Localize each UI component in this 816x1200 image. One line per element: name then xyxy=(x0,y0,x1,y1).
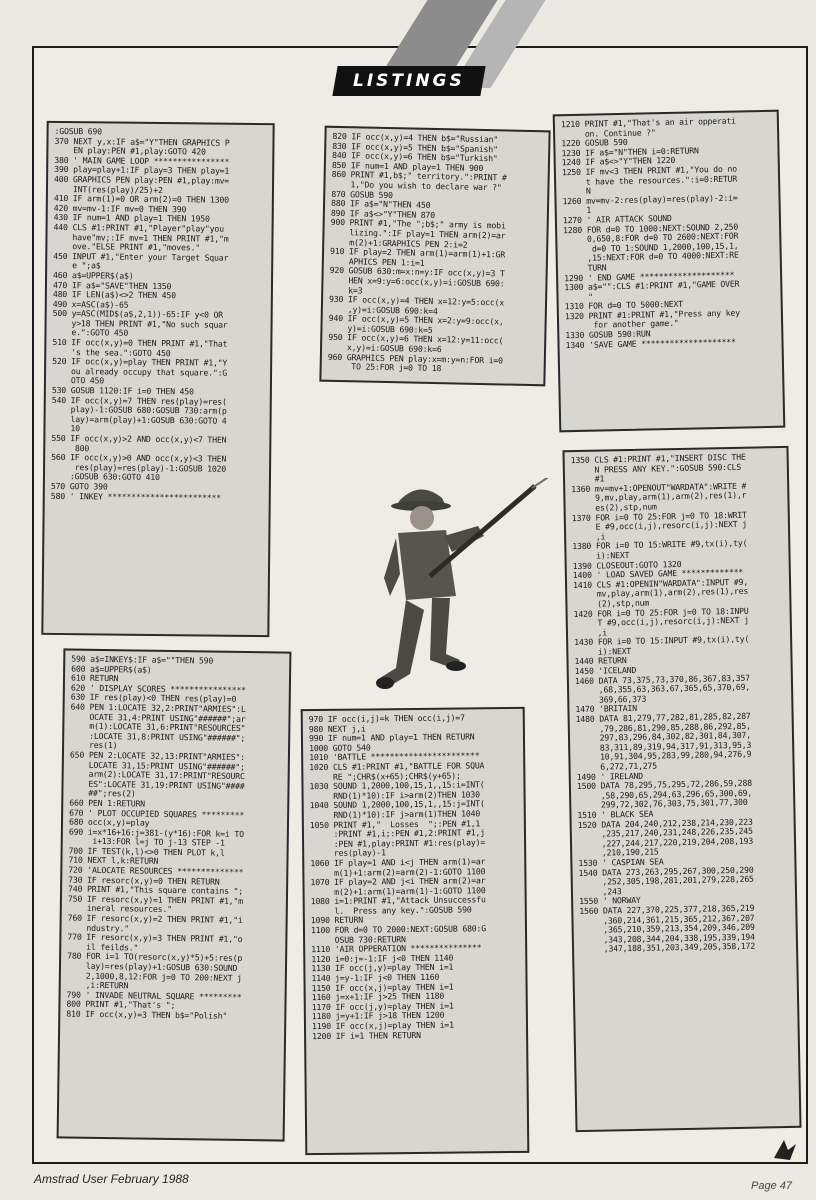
listing-text: 820 IF occ(x,y)=4 THEN b$="Russian" 830 IF occ(x,y)=5 THEN b$="Spanish" 840 IF occ(x,y)=6 THEN b$="Turkish" 850 IF num=1 AND play=1 THEN 900 860 PRINT #1,b$;" territory.":PRINT # 1,"Do you wish to declare war ?" 870 GOSUB 590 880 IF a$="N"THEN 450 890 IF a$<>"Y"THEN 870 900 PRINT #1,"The ";b$;" army is mobi lizing.":IF play=1 THEN arm(2)=ar m(2)+1:GRAPHICS PEN 2:i=2 910 IF play=2 THEN arm(1)=arm(1)+1:GR APHICS PEN 1:i=1 920 GOSUB 630:m=x:n=y:IF occ(x,y)=3 T HEN x=9:y=6:occ(x,y)=i:GOSUB 690: k=3 930 IF occ(x,y)=4 THEN x=12:y=5:occ(x ,y)=i:GOSUB 690:k=4 940 IF occ(x,y)=5 THEN x=2:y=9:occ(x, y)=i:GOSUB 690:k=5 950 IF occ(x,y)=6 THEN x=12:y=11:occ( x,y)=i:GOSUB 690:k=6 960 GRAPHICS PEN play:x=m:y=n:FOR i=0 TO 25:FOR j=0 TO 18 xyxy=(327,130,507,374)
listings-title: LISTINGS xyxy=(353,71,465,91)
listing-text: :GOSUB 690 370 NEXT y,x:IF a$="Y"THEN GRAPHICS P EN play:PEN #1,play:GOTO 420 380 ' MAIN GAME LOOP **************** 390 play=play+1:IF play=3 THEN play=1 400 GRAPHICS PEN play:PEN #1,play:mv= INT(res(play)/25)+2 410 IF arm(1)=0 OR arm(2)=0 THEN 1300 420 mv=mv-1:IF mv=0 THEN 390 430 IF num=1 AND play=1 THEN 1950 440 CLS #1:PRINT #1,"Player"play"you have"mv;:IF mv=1 THEN PRINT #1,"m ove."ELSE PRINT #1,"moves." 450 INPUT #1,"Enter your Target Squar e ";a$ 460 a$=UPPER$(a$) 470 IF a$="SAVE"THEN 1350 480 IF LEN(a$)<>2 THEN 450 490 x=ASC(a$)-65 500 y=ASC(MID$(a$,2,1))-65:IF y<0 OR y>18 THEN PRINT #1,"No such squar e.":GOTO 450 510 IF occ(x,y)=0 THEN PRINT #1,"That 's the sea.":GOTO 450 520 IF occ(x,y)=play THEN PRINT #1,"Y ou already occupy that square.":G OTO 450 530 GOSUB 1120:IF i=0 THEN 450 540 IF occ(x,y)=7 THEN res(play)=res( play)-1:GOSUB 680:GOSUB 730:arm(p lay)=arm(play)+1:GOSUB 630:GOTO 4 10 550 IF occ(x,y)>2 AND occ(x,y)<7 THEN 800 560 IF occ(x,y)>0 AND occ(x,y)<3 THEN res(play)=res(play)-1:GOSUB 1020 :GOSUB 630:GOTO 410 570 GOTO 390 580 ' INKEY ************************ xyxy=(50,125,230,503)
listing-col1-bottom xyxy=(57,648,292,1141)
soldier-illustration xyxy=(360,478,560,703)
end-of-listing-mark xyxy=(772,1136,798,1162)
listing-text: 1350 CLS #1:PRINT #1,"INSERT DISC THE N PRESS ANY KEY.":GOSUB 590:CLS #1 1360 mv=mv+1:OPENOUT"WARDATA":WRITE # 9,mv,play,arm(1),arm(2),res(1),r es(2),stp,num 1370 FOR i=0 TO 25:FOR j=0 TO 18:WRIT E #9,occ(i,j),resorc(i,j):NEXT j ,i 1380 FOR i=0 TO 15:WRITE #9,tx(i),ty( i):NEXT 1390 CLOSEOUT:GOTO 1320 1400 ' LOAD SAVED GAME ************* 1410 CLS #1:OPENIN"WARDATA":INPUT #9, mv,play,arm(1),arm(2),res(1),res (2),stp,num 1420 FOR i=0 TO 25:FOR j=0 TO 18:INPU T #9,occ(i,j),resorc(i,j):NEXT j ,i 1430 FOR i=0 TO 15:INPUT #9,tx(i),ty( i):NEXT 1440 RETURN 1450 'ICELAND 1460 DATA 73,375,73,370,86,367,83,357 ,68,355,63,363,67,365,65,370,69, 369,66,373 1470 'BRITAIN 1480 DATA 81,279,77,282,81,285,82,287 ,79,286,81,290,85,288,86,292,85, 297,83,296,84,302,82,301,84,307, 83,311,89,319,94,317,91,313,95,3 10,91,304,95,283,99,280,94,276,9 6,272,71,275 1490 ' IRELAND 1500 DATA 78,295,75,295,72,286,59,288 ,58,290,65,294,63,296,65,300,69, 299,72,302,76,303,75,301,77,300 1510 ' BLACK SEA 1520 DATA 204,240,212,238,214,230,223 ,235,217,240,231,248,226,235,245 ,227,244,217,220,219,204,208,193 ,210,190,215 1530 ' CASPIAN SEA 1540 DATA 273,263,295,267,300,250,290 ,252,305,198,281,201,279,228,265 ,243 1550 ' NORWAY 1560 DATA 227,370,225,377,218,365,219 ,360,214,361,215,365,212,367,207 ,365,210,359,213,354,209,346,209 ,343,208,344,204,338,195,339,194 ,347,188,351,203,349,205,358,172 xyxy=(570,451,756,955)
listing-text: 590 a$=INKEY$:IF a$=""THEN 590 600 a$=UPPER$(a$) 610 RETURN 620 ' DISPLAY SCORES **************** 630 IF res(play)<0 THEN res(play)=0 640 PEN 1:LOCATE 32,2:PRINT"ARMIES":L OCATE 31,4:PRINT USING"######";ar m(1):LOCATE 31,6:PRINT"RESOURCES" :LOCATE 31,8:PRINT USING"######"; res(1) 650 PEN 2:LOCATE 32,13:PRINT"ARMIES": LOCATE 31,15:PRINT USING"######"; arm(2):LOCATE 31,17:PRINT"RESOURC ES":LOCATE 31,19:PRINT USING"#### ##";res(2) 660 PEN 1:RETURN 670 ' PLOT OCCUPIED SQUARES ********* 680 occ(x,y)=play 690 i=x*16+16:j=381-(y*16):FOR k=i TO i+13:FOR l=j TO j-13 STEP -1 700 IF TEST(k,l)<>0 THEN PLOT k,l 710 NEXT l,k:RETURN 720 'ALOCATE RESOURCES ************** 730 IF resorc(x,y)=0 THEN RETURN 740 PRINT #1,"This square contains "; 750 IF resorc(x,y)=1 THEN PRINT #1,"m ineral resources." 760 IF resorc(x,y)=2 THEN PRINT #1,"i ndustry." 770 IF resorc(x,y)=3 THEN PRINT #1,"o il feilds." 780 FOR i=1 TO(resorc(x,y)*5)+5:res(p lay)=res(play)+1:GOSUB 630:SOUND 2,1000,8,12:FOR j=0 TO 200:NEXT j ,i:RETURN 790 ' INVADE NEUTRAL SQUARE ********* 800 PRINT #1,"That's "; 810 IF occ(x,y)=3 THEN b$="Polish" xyxy=(66,653,246,1021)
listing-col3-top xyxy=(553,110,786,433)
listing-text: 1210 PRINT #1,"That's an air opperati on. Continue ?" 1220 GOSUB 590 1230 IF a$="N"THEN i=0:RETURN 1240 IF a$<>"Y"THEN 1220 1250 IF mv<3 THEN PRINT #1,"You do no t have the resources.":i=0:RETUR N 1260 mv=mv-2:res(play)=res(play)-2:i= 1 1270 ' AIR ATTACK SOUND 1280 FOR d=0 TO 1000:NEXT:SOUND 2,250 0,650,8:FOR d=0 TO 2600:NEXT:FOR d=0 TO 1:SOUND 1,2000,100,15,1, ,15:NEXT:FOR d=0 TO 4000:NEXT:RE TURN 1290 ' END GAME ******************** 1300 a$="":CLS #1:PRINT #1,"GAME OVER " 1310 FOR d=0 TO 5000:NEXT 1320 PRINT #1:PRINT #1,"Press any key for another game." 1330 GOSUB 590:RUN 1340 'SAVE GAME ******************** xyxy=(560,115,740,350)
listing-col2-bottom xyxy=(301,707,530,1155)
footer-page-number: Page 47 xyxy=(751,1180,792,1192)
listings-banner xyxy=(332,66,485,96)
listing-col1-top xyxy=(41,121,274,637)
listing-col2-top xyxy=(319,126,550,387)
footer-publication: Amstrad User February 1988 xyxy=(34,1172,189,1186)
listing-text: 970 IF occ(i,j)=k THEN occ(i,j)=7 980 NEXT j,i 990 IF num=1 AND play=1 THEN RETURN 1000 GOTO 540 1010 'BATTLE *********************** 1020 CLS #1:PRINT #1,"BATTLE FOR SQUA RE ";CHR$(x+65);CHR$(y+65); 1030 SOUND 1,2000,100,15,1,,15:i=INT( RND(1)*10):IF i>arm(2)THEN 1030 1040 SOUND 1,2000,100,15,1,,15:j=INT( RND(1)*10):IF j>arm(1)THEN 1040 1050 PRINT #1," Losses ";:PEN #1,1 :PRINT #1,i;:PEN #1,2:PRINT #1,j :PEN #1,play:PRINT #1:res(play)= res(play)-1 1060 IF play=1 AND i<j THEN arm(1)=ar m(1)+1:arm(2)=arm(2)-1:GOTO 1100 1070 IF play=2 AND j<i THEN arm(2)=ar m(2)+1:arm(1)=arm(1)-1:GOTO 1100 1080 i=1:PRINT #1,"Attack Unsuccessfu l. Press any key.":GOSUB 590 1090 RETURN 1100 FOR d=0 TO 2000:NEXT:GOSUB 680:G OSUB 730:RETURN 1110 'AIR OPPERATION *************** 1120 i=0:j=-1:IF j<0 THEN 1140 1130 IF occ(j,y)=play THEN i=1 1140 j=y-1:IF j<0 THEN 1160 1150 IF occ(x,j)=play THEN i=1 1160 j=x+1:IF j>25 THEN 1180 1170 IF occ(j,y)=play THEN i=1 1180 j=y+1:IF j>18 THEN 1200 1190 IF occ(x,j)=play THEN i=1 1200 IF i=1 THEN RETURN xyxy=(308,712,487,1041)
listing-col3-bottom xyxy=(562,446,801,1132)
